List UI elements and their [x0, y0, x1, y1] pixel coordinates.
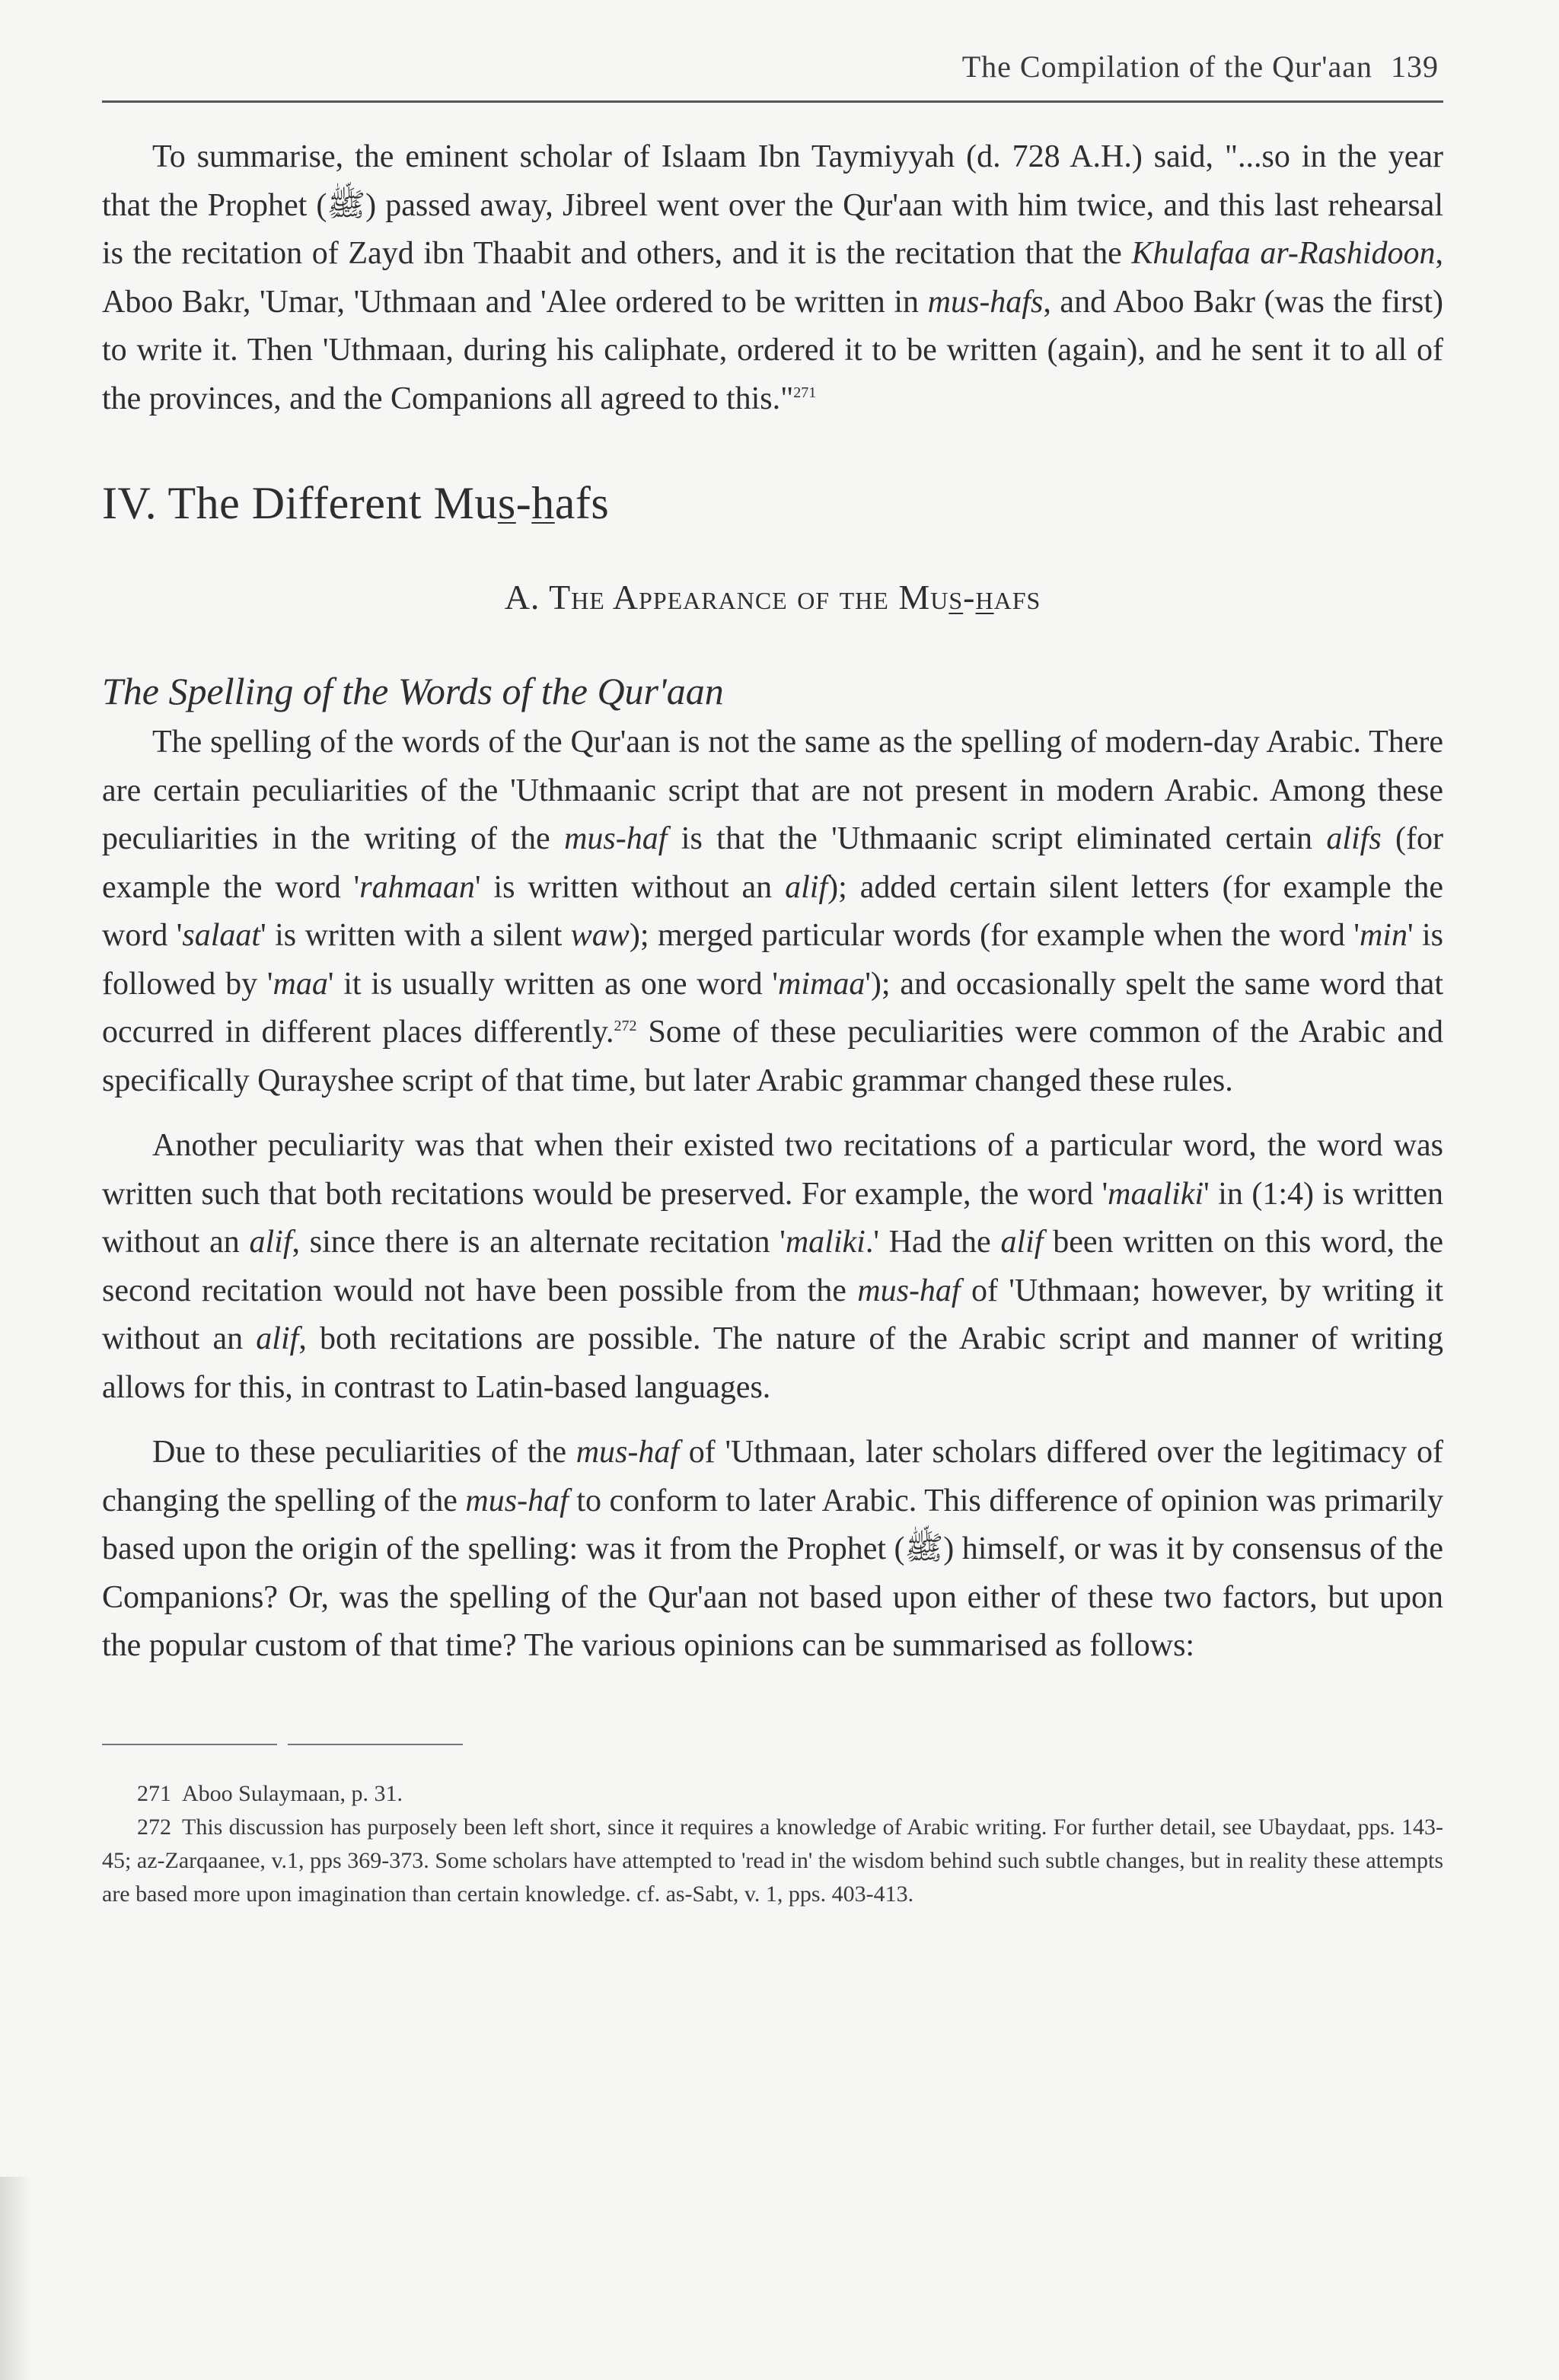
italic-term: waw — [570, 918, 630, 953]
separator-rule — [102, 1744, 277, 1745]
footnote-text: This discussion has purposely been left short, since it requires a knowledge of Arabic writing. For further detail, see Ubaydaat, pps. 143-45; az-Zarqaanee, v.1, pps 369-373. Some scholars have attempted to 'read in' the wisdom behind such subtle changes, but in reality these attempts are based more upon imagination than certain knowledge. cf. as-Sabt, v. 1, pps. 403-413. — [102, 1814, 1443, 1907]
italic-term: mimaa — [778, 966, 866, 1002]
topic-heading: The Spelling of the Words of the Qur'aan — [102, 670, 724, 712]
italic-term: mus-haf — [564, 821, 668, 856]
italic-term: maa — [273, 966, 328, 1002]
section-heading — [102, 472, 1443, 534]
italic-term: Khulafaa ar-Rashidoon — [1131, 236, 1436, 271]
heading-text: - — [515, 478, 532, 528]
paragraph-ibn-taymiyyah-quote — [102, 133, 1443, 423]
paragraph-two-recitations — [102, 1122, 1443, 1412]
footnote-271 — [102, 1777, 1443, 1811]
italic-term: alifs — [1326, 821, 1382, 856]
text-run: (for example the word ' — [102, 821, 1443, 905]
text-run: To summarise, the eminent scholar of Islaam Ibn Taymiyyah (d. 728 A.H.) said, "...so in the year that the Prophet (ﷺ) passed away, Jibreel went over the Qur'aan with him twice, and this last rehearsal is the recitation of Zayd ibn Thaabit and others, and it is the recitation that the — [102, 139, 1443, 271]
text-run: of 'Uthmaan; however, by writing it without an — [102, 1273, 1443, 1356]
paragraph-later-scholars — [102, 1429, 1443, 1671]
heading-letter: s — [497, 478, 516, 528]
text-run: ' in (1:4) is written without an — [102, 1176, 1443, 1260]
text-run: ' is written with a silent — [260, 918, 571, 953]
running-head — [102, 46, 1443, 88]
italic-term: alif — [249, 1225, 292, 1260]
heading-text: afs — [993, 578, 1041, 617]
page-edge-shadow — [0, 2177, 32, 2380]
footnote-272 — [102, 1811, 1443, 1911]
text-run: , both recitations are possible. The nature of the Arabic script and manner of writing allows for this, in contrast to Latin-based languages. — [102, 1321, 1443, 1405]
heading-letter: s — [948, 578, 964, 617]
text-run: Another peculiarity was that when their existed two recitations of a particular word, the word was written such that both recitations would be preserved. For example, the word ' — [102, 1128, 1443, 1212]
text-run: .' Had the — [865, 1225, 1001, 1260]
italic-term: mus-hafs — [927, 284, 1044, 320]
italic-term: maaliki — [1108, 1176, 1204, 1212]
text-run: Due to these peculiarities of the — [152, 1435, 576, 1470]
footnote-text: Aboo Sulaymaan, p. 31. — [182, 1780, 403, 1806]
text-run: ' is written without an — [474, 869, 786, 905]
italic-term: mus-haf — [575, 1435, 680, 1470]
book-page — [102, 46, 1443, 1911]
subsection-heading — [102, 572, 1443, 623]
italic-term: salaat — [182, 918, 261, 953]
italic-term: alif — [256, 1321, 299, 1356]
text-run: ' it is usually written as one word ' — [327, 966, 778, 1002]
italic-term: rahmaan — [359, 869, 475, 905]
italic-term: maliki — [785, 1225, 866, 1260]
italic-term: mus-haf — [857, 1273, 961, 1308]
heading-letter: h — [975, 578, 994, 617]
italic-term: alif — [785, 869, 828, 905]
header-rule — [102, 100, 1443, 103]
heading-text: - — [963, 578, 976, 617]
text-run: been written on this word, the second recitation would not have been possible from the — [102, 1225, 1444, 1308]
text-run: to conform to later Arabic. This difference of opinion was primarily based upon the origin of the spelling: was it from the Prophet (ﷺ) himself, or was it by consensus of the Companions? Or, was the spelling of the Qur'aan not based upon either of these two factors, but upon the popular custom of that time? The various opinions can be summarised as follows: — [102, 1483, 1443, 1663]
heading-text: afs — [554, 478, 610, 528]
text-run: of 'Uthmaan, later scholars differed over the legitimacy of changing the spelling of the — [102, 1435, 1443, 1518]
separator-rule — [288, 1744, 463, 1745]
text-run: ); added certain silent letters (for example the word ' — [102, 869, 1443, 953]
text-run: ' is followed by ' — [102, 918, 1443, 1002]
text-run: , Aboo Bakr, 'Umar, 'Uthmaan and 'Alee ordered to be written in — [102, 236, 1443, 320]
italic-term: mus-haf — [465, 1483, 569, 1518]
footnote-number: 271 — [137, 1780, 171, 1806]
text-run: The spelling of the words of the Qur'aan is not the same as the spelling of modern-day Arabic. There are certain peculiarities of the 'Uthmaanic script that are not present in modern Arabic. Among these peculiarities in the writing of the — [102, 725, 1443, 856]
text-run: ); merged particular words (for example when the word ' — [629, 918, 1360, 953]
footnote-ref: 271 — [793, 384, 817, 401]
footnotes — [102, 1777, 1443, 1911]
text-run: , since there is an alternate recitation ' — [292, 1225, 786, 1260]
page-number: 139 — [1391, 49, 1439, 84]
footnote-separator — [102, 1744, 1443, 1745]
italic-term: alif — [1000, 1225, 1044, 1260]
text-run: Some of these peculiarities were common of the Arabic and specifically Qurayshee script of that time, but later Arabic grammar changed these rules. — [102, 1015, 1443, 1098]
text-run: '); and occasionally spelt the same word that occurred in different places differently. — [102, 966, 1443, 1050]
text-run: , and Aboo Bakr (was the first) to write it. Then 'Uthmaan, during his caliphate, ordered it to be written (again), and he sent it to all of the provinces, and the Companions all agreed to this." — [102, 284, 1443, 416]
heading-text: The Different Mu — [167, 478, 498, 528]
section-numeral: IV. — [102, 478, 158, 528]
running-head-title: The Compilation of the Qur'aan — [961, 49, 1372, 84]
footnote-ref: 272 — [614, 1018, 637, 1034]
heading-text: A. The Appearance of the Mu — [504, 578, 949, 617]
paragraph-spelling — [102, 718, 1443, 1105]
heading-letter: h — [531, 478, 555, 528]
italic-term: min — [1359, 918, 1408, 953]
text-run: is that the 'Uthmaanic script eliminated certain — [667, 821, 1327, 856]
footnote-number: 272 — [137, 1814, 171, 1840]
